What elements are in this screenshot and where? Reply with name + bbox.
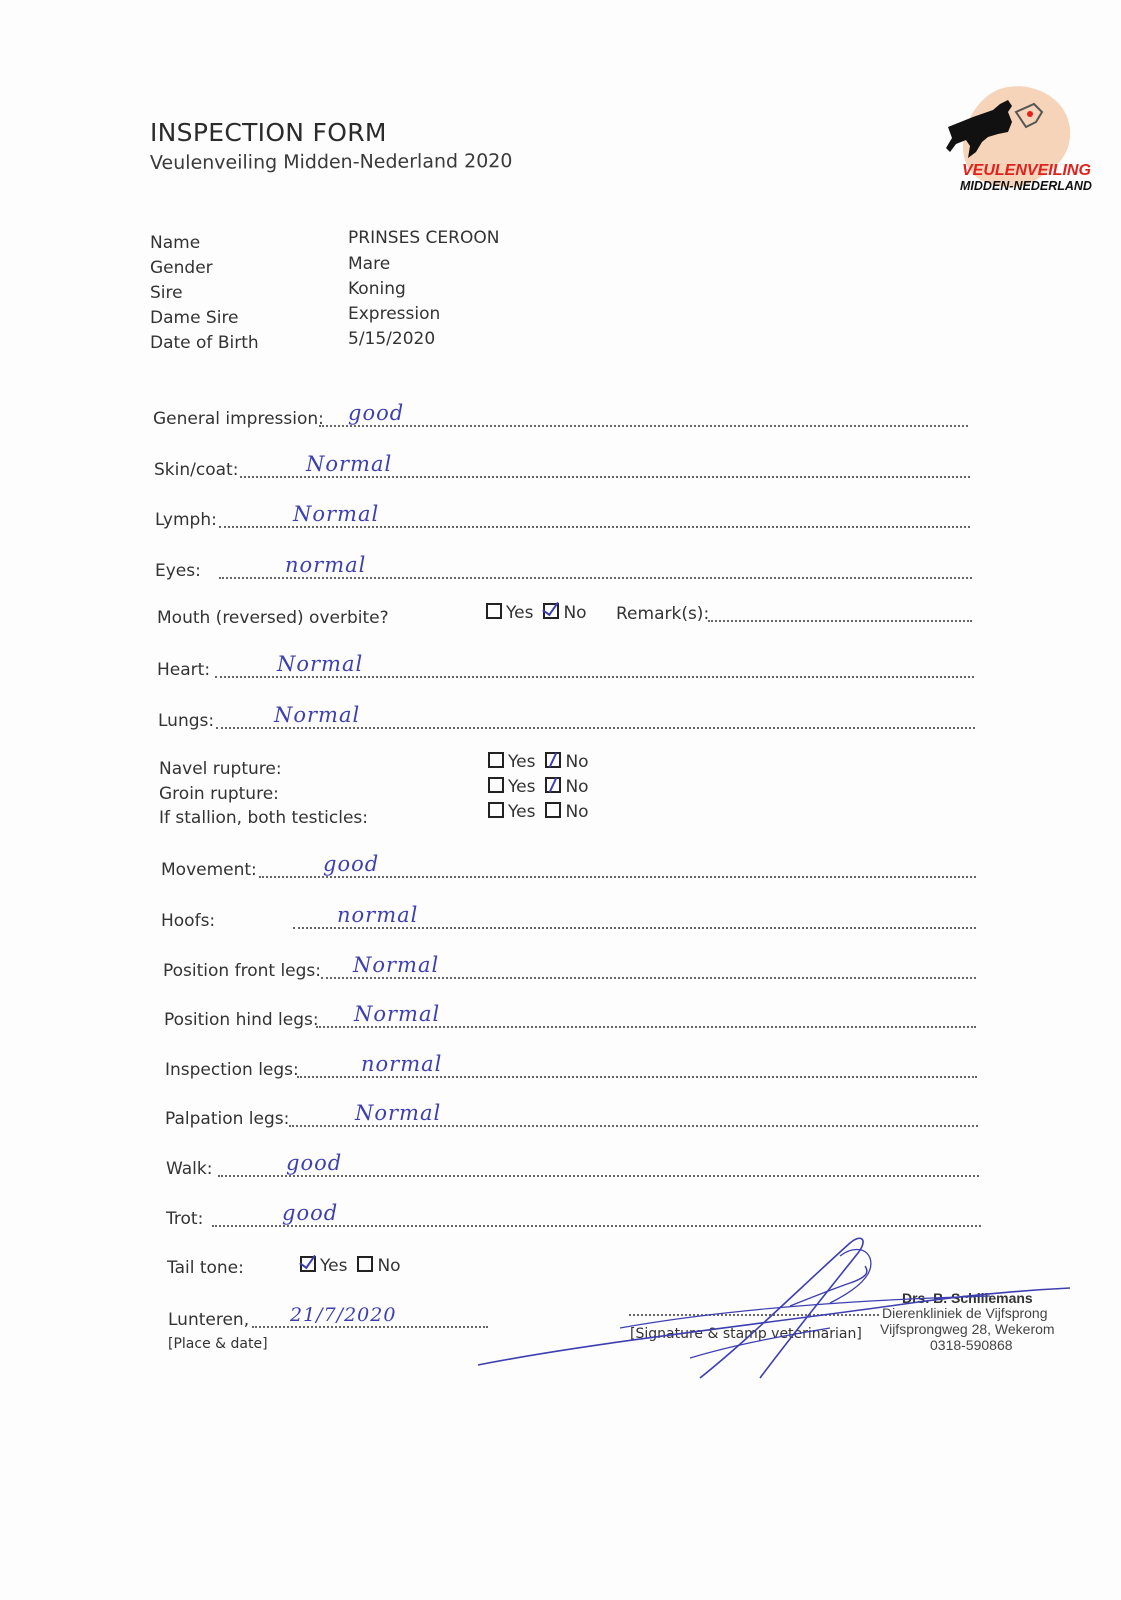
- navel-rupture-label: Navel rupture:: [159, 759, 282, 779]
- navel-checkboxes: Yes No: [488, 752, 589, 772]
- tail-tone-no-checkbox[interactable]: [357, 1256, 373, 1272]
- tail-tone-yes-checkbox[interactable]: [300, 1256, 316, 1272]
- walk-value[interactable]: good: [286, 1151, 343, 1175]
- date-value[interactable]: 21/7/2020: [290, 1304, 397, 1326]
- tail-tone-checkboxes: Yes No: [300, 1256, 401, 1276]
- mouth-checkboxes: Yes No: [486, 603, 587, 623]
- mouth-yes-checkbox[interactable]: [486, 603, 502, 619]
- form-title: INSPECTION FORM: [150, 118, 387, 147]
- palpation-legs-value[interactable]: Normal: [355, 1101, 442, 1125]
- gender-label: Gender: [150, 258, 213, 278]
- signature-caption: [Signature & stamp veterinarian]: [630, 1326, 862, 1342]
- position-front-legs-value[interactable]: Normal: [353, 953, 440, 977]
- movement-value[interactable]: good: [323, 852, 380, 876]
- groin-rupture-label: Groin rupture:: [159, 784, 279, 804]
- groin-checkboxes: Yes No: [488, 777, 589, 797]
- skin-coat-label: Skin/coat:: [154, 460, 239, 480]
- hoofs-field[interactable]: [161, 905, 976, 933]
- position-front-legs-field[interactable]: [163, 955, 976, 983]
- palpation-legs-field[interactable]: [165, 1103, 978, 1131]
- place-date-caption: [Place & date]: [168, 1336, 268, 1352]
- logo-text-veulenveiling: VEULENVEILING: [962, 162, 1091, 179]
- name-value: PRINSES CEROON: [348, 228, 500, 248]
- testicles-no-checkbox[interactable]: [545, 802, 561, 818]
- heart-label: Heart:: [157, 660, 211, 680]
- date-of-birth-label: Date of Birth: [150, 333, 259, 353]
- position-hind-legs-value[interactable]: Normal: [354, 1002, 441, 1026]
- navel-no-checkbox[interactable]: [545, 752, 561, 768]
- position-hind-legs-field[interactable]: [164, 1004, 976, 1032]
- signature-scribble-icon: [470, 1228, 1080, 1388]
- walk-field[interactable]: [166, 1153, 979, 1181]
- heart-value[interactable]: Normal: [277, 652, 364, 676]
- eyes-field[interactable]: [155, 555, 972, 583]
- hoofs-label: Hoofs:: [161, 911, 216, 931]
- walk-label: Walk:: [166, 1159, 213, 1179]
- inspection-legs-label: Inspection legs:: [165, 1060, 299, 1080]
- lungs-label: Lungs:: [158, 711, 215, 731]
- groin-no-checkbox[interactable]: [545, 777, 561, 793]
- inspection-legs-field[interactable]: [165, 1054, 977, 1082]
- general-impression-label: General impression:: [153, 409, 324, 429]
- testicles-label: If stallion, both testicles:: [159, 808, 369, 828]
- stamp-line-2: Dierenkliniek de Vijfsprong: [882, 1305, 1048, 1321]
- name-label: Name: [150, 233, 201, 253]
- dame-sire-value: Expression: [348, 304, 441, 324]
- skin-coat-value[interactable]: Normal: [306, 452, 393, 476]
- place-date-field[interactable]: [168, 1304, 488, 1332]
- general-impression-value[interactable]: good: [348, 401, 405, 425]
- heart-field[interactable]: [157, 654, 974, 682]
- navel-yes-checkbox[interactable]: [488, 752, 504, 768]
- remarks-label: Remark(s):: [616, 604, 710, 624]
- tail-tone-label: Tail tone:: [167, 1258, 244, 1278]
- position-front-legs-label: Position front legs:: [163, 961, 321, 981]
- inspection-legs-value[interactable]: normal: [361, 1052, 443, 1076]
- form-subtitle: Veulenveiling Midden-Nederland 2020: [149, 150, 513, 174]
- testicles-yes-checkbox[interactable]: [488, 802, 504, 818]
- general-impression-field[interactable]: [153, 403, 968, 431]
- movement-label: Movement:: [161, 860, 257, 880]
- sire-label: Sire: [150, 283, 183, 303]
- testicles-checkboxes: Yes No: [488, 802, 589, 822]
- stamp-line-1: Drs. B. Schillemans: [902, 1290, 1033, 1306]
- dame-sire-label: Dame Sire: [150, 308, 239, 328]
- logo-text-midden-nederland: MIDDEN-NEDERLAND: [960, 179, 1092, 193]
- remarks-field[interactable]: [616, 598, 972, 626]
- eyes-label: Eyes:: [155, 561, 201, 581]
- hoofs-value[interactable]: normal: [337, 903, 419, 927]
- date-of-birth-value: 5/15/2020: [348, 329, 436, 349]
- gender-value: Mare: [348, 254, 391, 274]
- lymph-value[interactable]: Normal: [293, 502, 380, 526]
- mouth-no-checkbox[interactable]: [543, 603, 559, 619]
- trot-label: Trot:: [166, 1209, 204, 1229]
- groin-yes-checkbox[interactable]: [488, 777, 504, 793]
- position-hind-legs-label: Position hind legs:: [164, 1010, 319, 1030]
- lymph-field[interactable]: [155, 504, 970, 532]
- lungs-value[interactable]: Normal: [274, 703, 361, 727]
- trot-field[interactable]: [166, 1203, 981, 1231]
- eyes-value[interactable]: normal: [285, 553, 367, 577]
- lymph-label: Lymph:: [155, 510, 217, 530]
- place-label: Lunteren,: [168, 1310, 250, 1330]
- movement-field[interactable]: [161, 854, 976, 882]
- skin-coat-field[interactable]: [154, 454, 970, 482]
- trot-value[interactable]: good: [282, 1201, 339, 1225]
- palpation-legs-label: Palpation legs:: [165, 1109, 290, 1129]
- stamp-line-4: 0318-590868: [930, 1337, 1013, 1353]
- mouth-label: Mouth (reversed) overbite?: [157, 608, 389, 628]
- lungs-field[interactable]: [158, 705, 975, 733]
- stamp-line-3: Vijfsprongweg 28, Wekerom: [880, 1321, 1055, 1337]
- sire-value: Koning: [348, 279, 406, 299]
